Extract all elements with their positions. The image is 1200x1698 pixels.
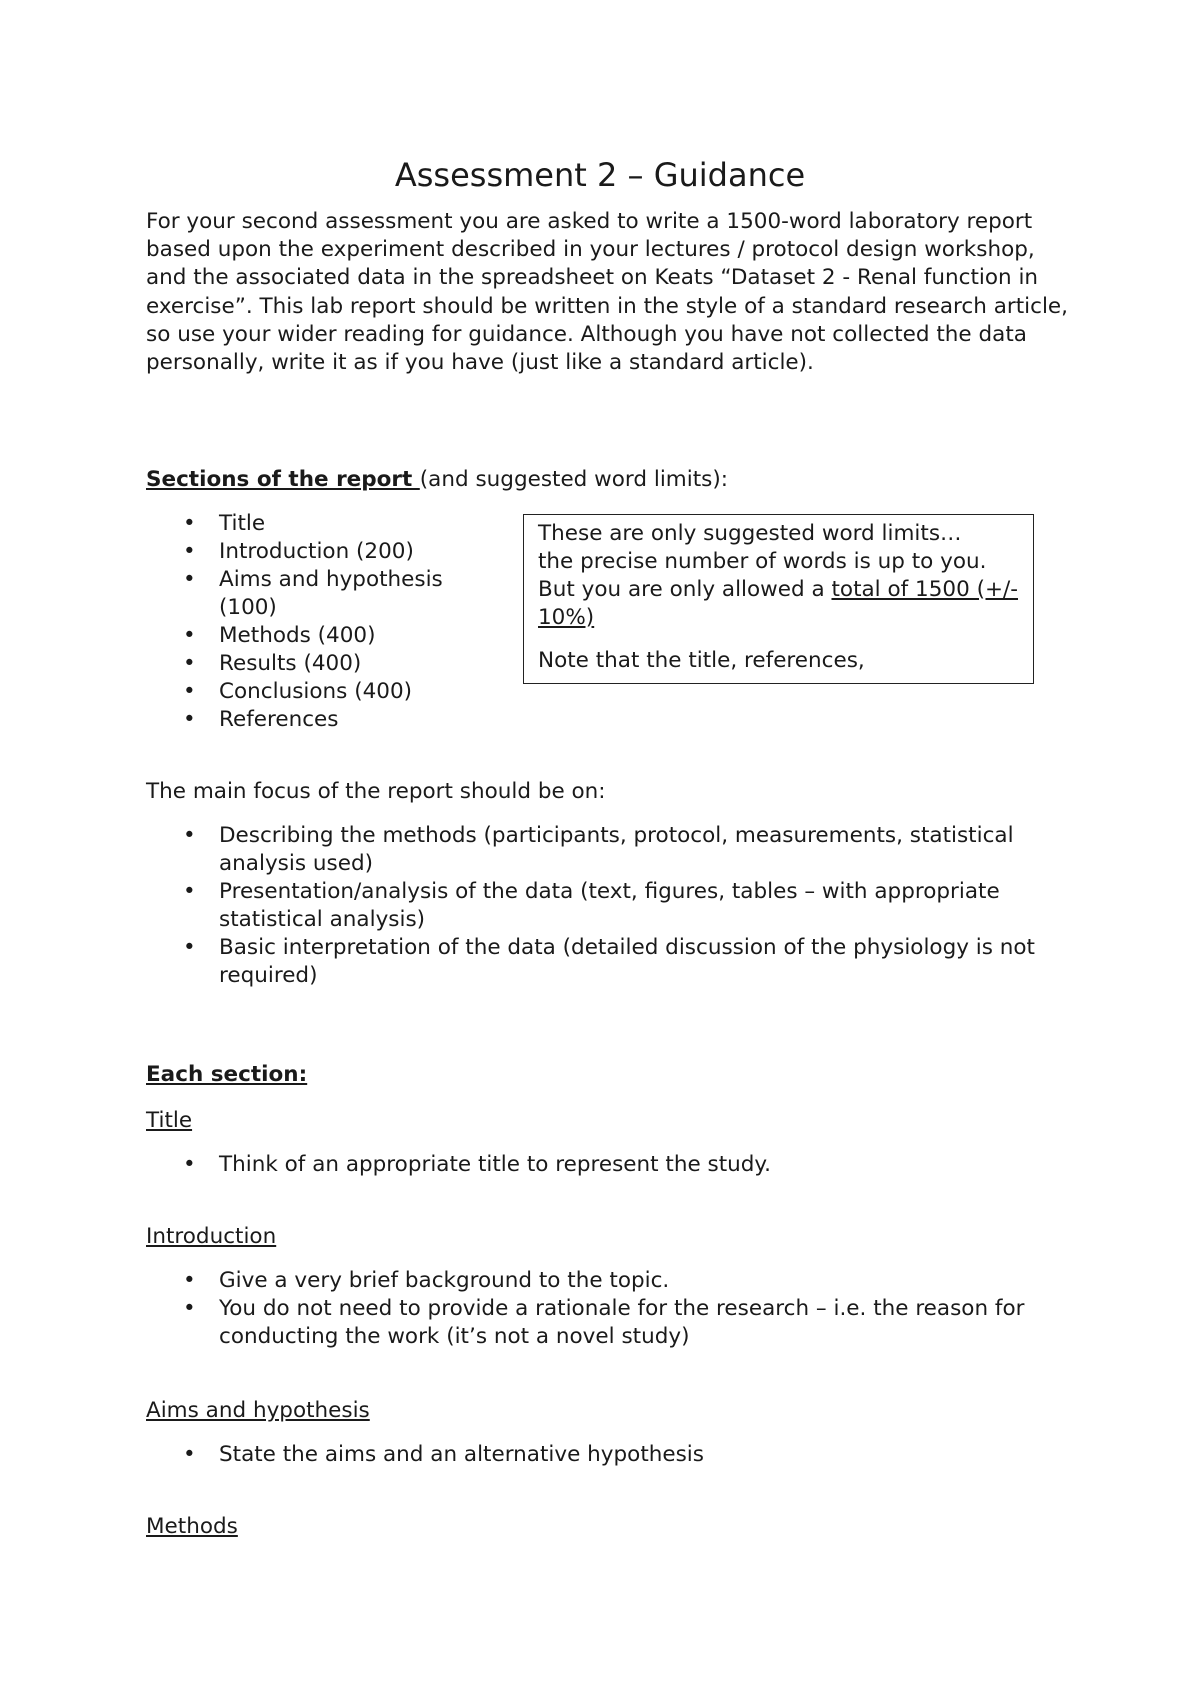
- list-item: • Aims and hypothesis (100): [146, 566, 476, 622]
- sections-heading: [146, 466, 1046, 494]
- sections-heading-suffix: (and suggested word limits):: [419, 467, 728, 492]
- title-subheading: Title: [146, 1108, 193, 1133]
- callout-line-1: These are only suggested word limits…: [538, 521, 962, 546]
- word-limit-callout: [523, 514, 1034, 684]
- list-item: • Give a very brief background to the topic.: [146, 1267, 1076, 1295]
- sections-list: [146, 510, 476, 734]
- list-item: • References: [146, 706, 476, 734]
- list-item: • Think of an appropriate title to represent the study.: [146, 1151, 1076, 1179]
- list-item: • You do not need to provide a rationale for the research – i.e. the reason for conducting the work (it’s not a novel study): [146, 1295, 1076, 1351]
- callout-note: Note that the title, references,: [538, 648, 865, 673]
- page-title: Assessment 2 – Guidance: [394, 156, 806, 194]
- callout-line-3: [538, 576, 1019, 632]
- list-item: • Basic interpretation of the data (detailed discussion of the physiology is not required): [146, 934, 1046, 990]
- each-section-heading: Each section:: [146, 1062, 308, 1087]
- focus-list-block: [146, 822, 1046, 990]
- intro-paragraph: For your second assessment you are asked to write a 1500-word laboratory report based upon the experiment described in your lectures / protocol design workshop, and the associated data in the spreadsheet on Keats “Dataset 2 - Renal function in exercise”. This lab report should be written in the style of a standard research article, so use your wider reading for guidance. Although you have not collected the data personally, write it as if you have (just like a standard article).: [146, 209, 1068, 376]
- focus-block: [146, 778, 1046, 806]
- sections-heading-label: Sections of the report: [146, 467, 420, 492]
- focus-intro: The main focus of the report should be on:: [146, 779, 606, 804]
- focus-list: [146, 822, 1046, 990]
- list-item: • Conclusions (400): [146, 678, 476, 706]
- introduction-list-block: [146, 1267, 1076, 1351]
- sections-list-block: [146, 510, 476, 734]
- callout-line-3-prefix: But you are only allowed a: [538, 577, 832, 602]
- list-item: • Title: [146, 510, 476, 538]
- list-item: • Introduction (200): [146, 538, 476, 566]
- methods-subheading: Methods: [146, 1514, 238, 1539]
- callout-line-2: the precise number of words is up to you.: [538, 549, 987, 574]
- aims-list-block: [146, 1441, 1076, 1469]
- callout-word-total: total of 1500 (+/- 10%): [538, 577, 1018, 630]
- list-item: • Presentation/analysis of the data (text, figures, tables – with appropriate statistical analysis): [146, 878, 1046, 934]
- aims-subheading: Aims and hypothesis: [146, 1398, 370, 1423]
- list-item: • Results (400): [146, 650, 476, 678]
- title-list-block: [146, 1151, 1076, 1179]
- list-item: • Describing the methods (participants, protocol, measurements, statistical analysis used): [146, 822, 1046, 878]
- list-item: • State the aims and an alternative hypothesis: [146, 1441, 1076, 1469]
- introduction-subheading: Introduction: [146, 1224, 277, 1249]
- list-item: • Methods (400): [146, 622, 476, 650]
